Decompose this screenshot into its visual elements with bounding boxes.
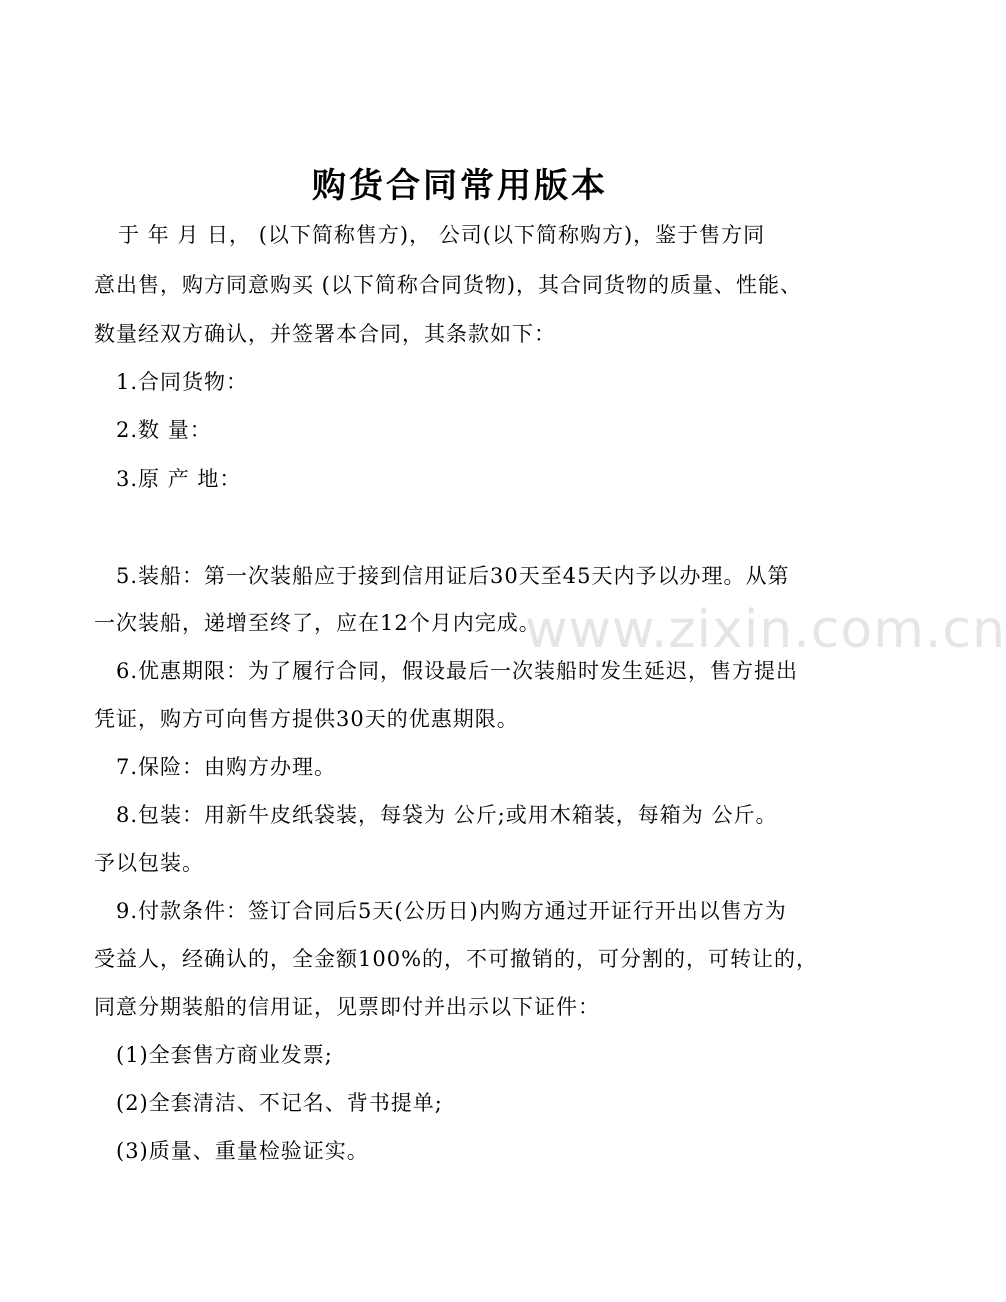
clause-line: 8.包装：用新牛皮纸袋装，每袋为 公斤;或用木箱装，每箱为 公斤。 <box>116 803 778 827</box>
clause-line: 9.付款条件：签订合同后5天(公历日)内购方通过开证行开出以售方为 <box>116 899 787 923</box>
clause-line: 6.优惠期限：为了履行合同，假设最后一次装船时发生延迟，售方提出 <box>116 659 799 683</box>
paragraph-line: 意出售，购方同意购买 (以下简称合同货物)，其合同货物的质量、性能、 <box>94 273 803 297</box>
paragraph-line: 于 年 月 日， (以下简称售方)， 公司(以下简称购方)，鉴于售方同 <box>118 223 766 247</box>
clause-line: 同意分期装船的信用证，见票即付并出示以下证件： <box>94 995 600 1019</box>
clause-line: 2.数 量： <box>116 418 212 442</box>
list-item: (1)全套售方商业发票; <box>116 1043 333 1067</box>
list-item: (2)全套清洁、不记名、背书提单; <box>116 1091 443 1115</box>
clause-line: 予以包装。 <box>94 851 204 875</box>
paragraph-line: 数量经双方确认，并签署本合同，其条款如下： <box>94 322 556 346</box>
list-item: (3)质量、重量检验证实。 <box>116 1139 369 1163</box>
clause-line: 1.合同货物： <box>116 370 249 394</box>
clause-line: 一次装船，递增至终了，应在12个月内完成。 <box>94 611 541 635</box>
clause-line: 3.原 产 地： <box>116 467 242 491</box>
clause-line: 凭证，购方可向售方提供30天的优惠期限。 <box>94 707 519 731</box>
document-title: 购货合同常用版本 <box>312 166 608 206</box>
clause-line: 受益人，经确认的，全金额100%的，不可撤销的，可分割的，可转让的， <box>94 947 819 971</box>
watermark: www.zixin.com.cn <box>525 600 1006 660</box>
clause-line: 5.装船：第一次装船应于接到信用证后30天至45天内予以办理。从第 <box>116 564 790 588</box>
clause-line: 7.保险：由购方办理。 <box>116 755 337 779</box>
